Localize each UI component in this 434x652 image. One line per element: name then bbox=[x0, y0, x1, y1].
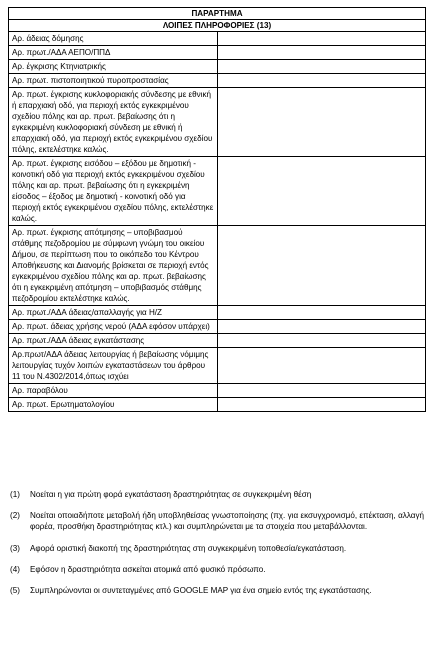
row-label: Αρ. πρωτ. έγκρισης κυκλοφοριακής σύνδεσης με εθνική ή επαρχιακή οδό, για περιοχή εκτός εγκεκριμένου σχεδίου πόλης και αρ. πρωτ. βεβαίωσης ότι η εγκεκριμένη κυκλοφοριακή σύνδεση με εθνική ή επαρχιακή οδό, για περιοχή εκτός εγκεκριμένου σχεδίου πόλης, εκτελέστηκε καλώς. bbox=[9, 88, 218, 157]
row-label: Αρ. πρωτ. άδειας χρήσης νερού (ΑΔΑ εφόσον υπάρχει) bbox=[9, 320, 218, 334]
table-row bbox=[9, 334, 426, 348]
table-row bbox=[9, 348, 426, 384]
row-value-field[interactable] bbox=[217, 306, 426, 320]
footnote bbox=[10, 543, 424, 554]
footnote bbox=[10, 564, 424, 575]
row-label: Αρ.πρωτ/ΑΔΑ άδειας λειτουργίας ή βεβαίωσης νόμιμης λειτουργίας τυχόν λοιπών εγκαταστάσεων του άρθρου 11 του Ν.4302/2014,όπως ισχύει bbox=[9, 348, 218, 384]
row-value-field[interactable] bbox=[217, 226, 426, 306]
row-value-field[interactable] bbox=[217, 320, 426, 334]
footnote-number: (1) bbox=[10, 490, 20, 499]
row-value-field[interactable] bbox=[217, 334, 426, 348]
row-value-field[interactable] bbox=[217, 60, 426, 74]
table-row bbox=[9, 398, 426, 412]
table-subtitle-row bbox=[9, 20, 426, 32]
footnote bbox=[10, 585, 424, 596]
row-value-field[interactable] bbox=[217, 74, 426, 88]
footnote-text: Νοείται οποιαδήποτε μεταβολή ήδη υποβληθείσας γνωστοποίησης (πχ. για εκσυγχρονισμό, επέκταση, αλλαγή φορέα, προσθήκη δραστηριότητας κτλ.) και συμπληρώνεται με τα στοιχεία που μεταβάλλονται. bbox=[30, 511, 424, 532]
row-value-field[interactable] bbox=[217, 46, 426, 60]
footnotes bbox=[10, 489, 424, 606]
footnote-number: (3) bbox=[10, 543, 20, 553]
table-row bbox=[9, 157, 426, 226]
row-value-field[interactable] bbox=[217, 157, 426, 226]
footnote-text: Νοείται η για πρώτη φορά εγκατάσταση δραστηριότητας σε συγκεκριμένη θέση bbox=[30, 490, 312, 499]
row-value-field[interactable] bbox=[217, 88, 426, 157]
row-label: Αρ. παραβόλου bbox=[9, 384, 218, 398]
table-row bbox=[9, 74, 426, 88]
table-subtitle: ΛΟΙΠΕΣ ΠΛΗΡΟΦΟΡΙΕΣ (13) bbox=[9, 20, 426, 32]
row-value-field[interactable] bbox=[217, 32, 426, 46]
table-title-row bbox=[9, 8, 426, 20]
row-label: Αρ. άδειας δόμησης bbox=[9, 32, 218, 46]
row-value-field[interactable] bbox=[217, 398, 426, 412]
table-row bbox=[9, 60, 426, 74]
table-row bbox=[9, 306, 426, 320]
footnote-text: Αφορά οριστική διακοπή της δραστηριότητας στη συγκεκριμένη τοποθεσία/εγκατάσταση. bbox=[30, 543, 347, 553]
row-label: Αρ. πρωτ. Ερωτηματολογίου bbox=[9, 398, 218, 412]
row-value-field[interactable] bbox=[217, 384, 426, 398]
annex-table bbox=[8, 7, 426, 412]
row-label: Αρ. πρωτ. πιστοποιητικού πυροπροστασίας bbox=[9, 74, 218, 88]
row-label: Αρ. πρωτ. έγκρισης εισόδου – εξόδου με δημοτική - κοινοτική οδό για περιοχή εκτός εγκεκριμένου σχεδίου πόλης και αρ. πρωτ. βεβαίωσης ότι η εγκεκριμένη είσοδος – έξοδος με δημοτική - κοινοτική οδό για περιοχή εκτός εγκεκριμένου σχεδίου πόλης, εκτελέστηκε καλώς. bbox=[9, 157, 218, 226]
table-row bbox=[9, 320, 426, 334]
footnote bbox=[10, 489, 424, 500]
row-label: Αρ. έγκρισης Κτηνιατρικής bbox=[9, 60, 218, 74]
footnote-text: Συμπληρώνονται οι συντεταγμένες από GOOGLE MAP για ένα σημείο εντός της εγκατάστασης. bbox=[30, 586, 372, 596]
footnote-number: (2) bbox=[10, 511, 20, 521]
row-label: Αρ. πρωτ./ΑΔΑ ΑΕΠΟ/ΠΠΔ bbox=[9, 46, 218, 60]
row-label: Αρ. πρωτ./ΑΔΑ άδειας/απαλλαγής για Η/Ζ bbox=[9, 306, 218, 320]
table-row bbox=[9, 226, 426, 306]
footnote bbox=[10, 510, 424, 532]
row-label: Αρ. πρωτ./ΑΔΑ άδειας εγκατάστασης bbox=[9, 334, 218, 348]
table-row bbox=[9, 46, 426, 60]
table-row bbox=[9, 88, 426, 157]
row-label: Αρ. πρωτ. έγκρισης απότμησης – υποβιβασμού στάθμης πεζοδρομίου με σύμφωνη γνώμη του οικείου Δήμου, σε περίπτωση που το οικόπεδο του Κέντρου Αποθήκευσης και Διανομής βρίσκεται σε περιοχή εντός εγκεκριμένου σχεδίου πόλης και αρ. πρωτ. βεβαίωσης ότι η εγκεκριμένη απότμηση – υποβιβασμός στάθμης πεζοδρομίου εκτελέστηκε καλώς. bbox=[9, 226, 218, 306]
footnote-number: (5) bbox=[10, 586, 20, 596]
row-value-field[interactable] bbox=[217, 348, 426, 384]
table-title: ΠΑΡΑΡΤΗΜΑ bbox=[9, 8, 426, 20]
footnote-text: Εφόσον η δραστηριότητα ασκείται ατομικά από φυσικό πρόσωπο. bbox=[30, 564, 266, 574]
table-row bbox=[9, 384, 426, 398]
footnote-number: (4) bbox=[10, 564, 20, 574]
table-row bbox=[9, 32, 426, 46]
